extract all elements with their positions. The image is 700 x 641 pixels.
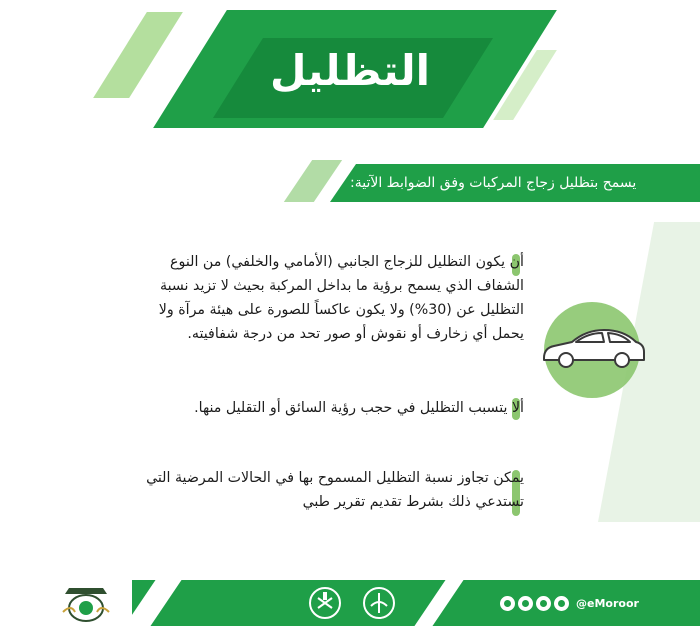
subtitle-decoration — [284, 160, 342, 202]
list-item: يمكن تجاوز نسبة التظليل المسموح بها في الحالات المرضية التي تستدعي ذلك بشرط تقديم تقرير طبي — [146, 470, 524, 510]
list-item: ألا يتسبب التظليل في حجب رؤية السائق أو التقليل منها. — [194, 400, 524, 416]
page-title: التظليل — [270, 45, 431, 95]
list-item: أن يكون التظليل للزجاج الجانبي (الأمامي والخلفي) من النوع الشفاف الذي يسمح برؤية ما بداخل المركبة بحيث لا تزيد نسبة التظليل عن (30%) ولا يكون عاكساً للصورة على هيئة مرآة ولا يحمل أي زخارف أو نقوش أو صور تحد من درجة شفافيته. — [158, 254, 524, 342]
social-handle[interactable]: @eMoroor — [576, 597, 639, 610]
youtube-icon[interactable] — [518, 596, 533, 611]
traffic-department-logo — [40, 580, 132, 626]
car-icon — [540, 300, 650, 400]
twitter-icon[interactable] — [554, 596, 569, 611]
vision-emblem — [354, 580, 404, 626]
header-decoration — [93, 12, 183, 98]
instagram-icon[interactable] — [536, 596, 551, 611]
subtitle-text: يسمح بتظليل زجاج المركبات وفق الضوابط الآتية: — [350, 175, 637, 191]
snapchat-icon[interactable] — [500, 596, 515, 611]
ministry-emblem — [300, 580, 350, 626]
social-links — [500, 596, 639, 611]
